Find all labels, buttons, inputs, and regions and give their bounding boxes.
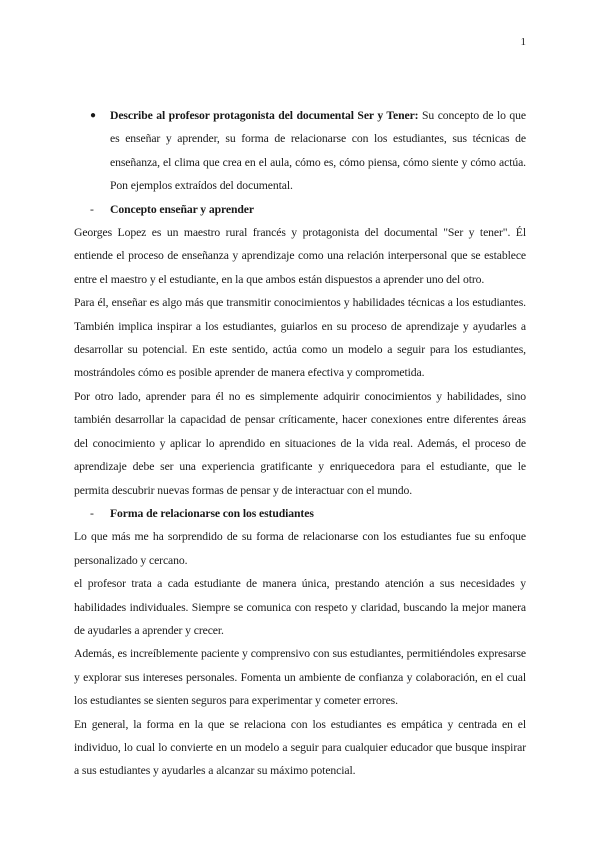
section-heading-relacion xyxy=(74,502,526,525)
document-body xyxy=(74,104,526,783)
paragraph: En general, la forma en la que se relaciona con los estudiantes es empática y centrada en el individuo, lo cual lo convierte en un modelo a seguir para cualquier educador que busque inspirar a sus estudiantes y ayudarles a alcanzar su máximo potencial. xyxy=(74,717,526,778)
question-text: Su concepto de lo que es enseñar y aprender, su forma de relacionarse con los estudiantes, sus técnicas de enseñanza, el clima que crea en el aula, cómo es, cómo piensa, cómo siente y cómo actúa. Pon ejemplos extraídos del documental. xyxy=(110,109,527,193)
paragraph: el profesor trata a cada estudiante de manera única, prestando atención a sus necesidades y habilidades individuales. Siempre se comunica con respeto y claridad, buscando la mejor manera de ayudarles a aprender y crecer. xyxy=(74,577,526,637)
bullet-icon: ● xyxy=(90,110,96,121)
paragraph: Georges Lopez es un maestro rural francés y protagonista del documental "Ser y tener". Él entiende el proceso de enseñanza y aprendizaje como una relación interpersonal que se establece entre el maestro y el estudiante, en la que ambos están dispuestos a aprender uno del otro. xyxy=(74,226,526,286)
paragraph: Para él, enseñar es algo más que transmitir conocimientos y habilidades técnicas a los estudiantes. También implica inspirar a los estudiantes, guiarlos en su proceso de aprendizaje y ayudarles a desarrollar su potencial. En este sentido, actúa como un modelo a seguir para los estudiantes, mostrándoles cómo es posible aprender de manera efectiva y comprometida. xyxy=(74,296,526,380)
dash-icon: - xyxy=(90,506,94,520)
question-bold-text: Describe al profesor protagonista del documental Ser y Tener: xyxy=(110,109,419,122)
dash-icon: - xyxy=(90,202,94,216)
paragraph: Lo que más me ha sorprendido de su forma de relacionarse con los estudiantes fue su enfoque personalizado y cercano. xyxy=(74,530,526,567)
section-heading-text: Forma de relacionarse con los estudiantes xyxy=(110,506,314,520)
section-heading-concepto xyxy=(74,198,526,221)
paragraph: Por otro lado, aprender para él no es simplemente adquirir conocimientos y habilidades, sino también desarrollar la capacidad de pensar críticamente, hacer conexiones entre diferentes áreas del conocimiento y aplicar lo aprendido en situaciones de la vida real. Además, el proceso de aprendizaje debe ser una experiencia gratificante y enriquecedora para el estudiante, que le permita descubrir nuevas formas de pensar y de interactuar con el mundo. xyxy=(74,389,526,497)
paragraph: Además, es increíblemente paciente y comprensivo con sus estudiantes, permitiéndoles expresarse y explorar sus intereses personales. Fomenta un ambiente de confianza y colaboración, en el cual los estudiantes se sienten seguros para experimentar y cometer errores. xyxy=(74,647,526,708)
page-number: 1 xyxy=(520,36,526,48)
bullet-question xyxy=(74,104,526,198)
section-heading-text: Concepto enseñar y aprender xyxy=(110,202,254,216)
